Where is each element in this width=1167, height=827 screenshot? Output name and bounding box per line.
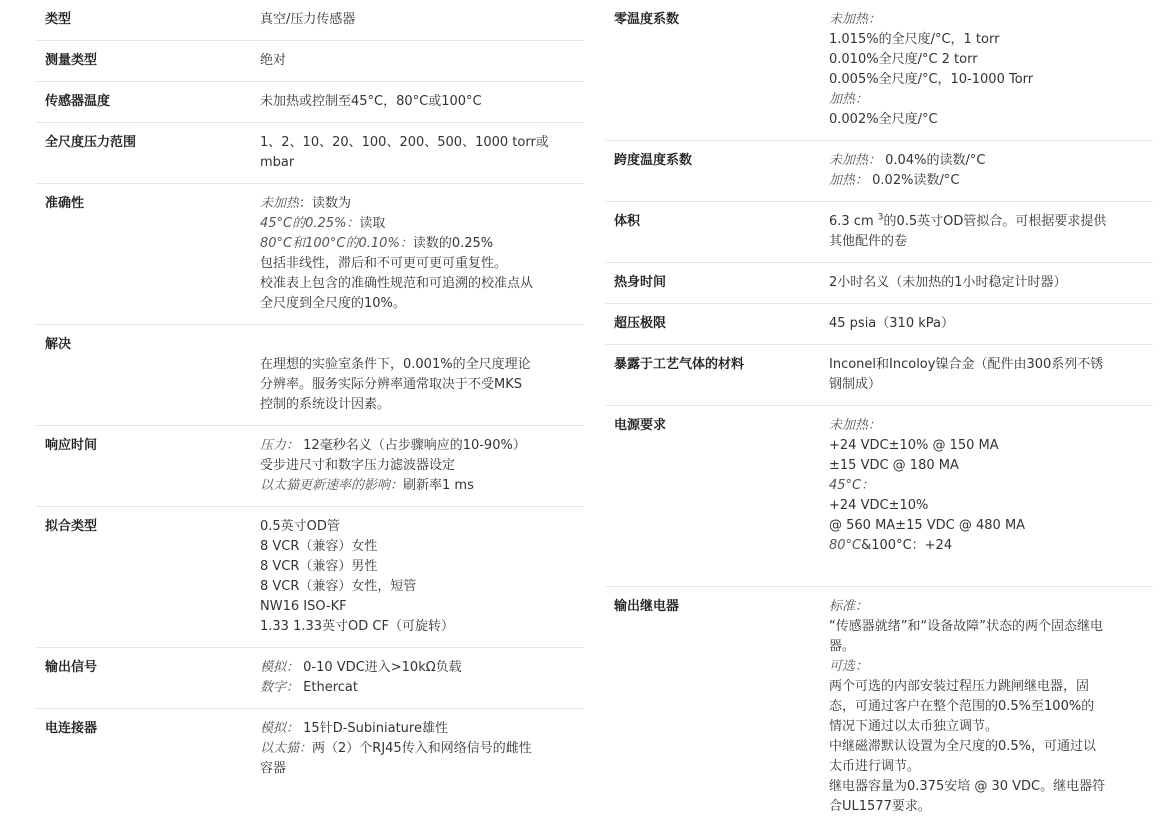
spec-row (36, 82, 584, 123)
spec-value-text: 钢制成） (829, 377, 882, 392)
spec-value-emphasis: 可选： (829, 659, 869, 674)
spec-row (36, 0, 584, 41)
spec-value-text: &100°C：+24 (861, 538, 953, 553)
spec-value-text: 其他配件的卷 (829, 234, 908, 249)
spec-value-line (829, 70, 1149, 90)
spec-value-text: +24 VDC±10% @ 150 MA (829, 438, 999, 453)
spec-value-line (260, 436, 580, 456)
spec-value-line (829, 536, 1149, 556)
spec-value-line (829, 637, 1149, 657)
spec-value-text: Inconel和Incoloy镍合金（配件由300系列不锈 (829, 357, 1104, 372)
spec-value-text: 态，可通过客户在整个范围的0.5%至100%的 (829, 699, 1095, 714)
spec-value-text: 0.5英寸OD管 (260, 519, 340, 534)
spec-value (829, 10, 1153, 130)
spec-value-line (260, 719, 580, 739)
spec-value-line (260, 517, 580, 537)
spec-value-line (829, 273, 1149, 293)
spec-value-line (829, 110, 1149, 130)
spec-row (605, 0, 1153, 141)
spec-value-emphasis: 45°C的0.25%： (260, 216, 360, 231)
spec-value-text: 真空/压力传感器 (260, 12, 356, 27)
spec-value (829, 416, 1153, 576)
spec-value (260, 10, 584, 30)
spec-value-emphasis: 45°C： (829, 478, 875, 493)
spec-value-text: 8 VCR（兼容）男性 (260, 559, 378, 574)
spec-value-line (829, 50, 1149, 70)
spec-row (36, 325, 584, 426)
spec-value-text: 45 psia（310 kPa） (829, 316, 954, 331)
spec-value-text: mbar (260, 155, 295, 170)
spec-value-text: 合UL1577要求。 (829, 799, 931, 814)
spec-value-text: 情况下通过以太币独立调节。 (829, 719, 999, 734)
spec-value-emphasis: 80°C (829, 538, 862, 553)
spec-label: 类型 (45, 12, 72, 27)
spec-value (260, 92, 584, 112)
spec-value-emphasis: 以太猫更新速率的影响： (260, 478, 404, 493)
spec-value-text: 0.005%全尺度/°C，10-1000 Torr (829, 72, 1034, 87)
spec-label: 零温度系数 (614, 12, 680, 27)
spec-value-line (260, 51, 580, 71)
spec-value-text: 在理想的实验室条件下，0.001%的全尺度理论 (260, 357, 531, 372)
spec-value-line (260, 335, 580, 355)
spec-value (260, 658, 584, 698)
spec-label: 解决 (45, 337, 72, 352)
spec-value-text: 的0.5英寸OD管拟合。可根据要求提供 (883, 214, 1107, 229)
spec-label: 全尺度压力范围 (45, 135, 137, 150)
spec-row (36, 123, 584, 184)
spec-value-emphasis: 加热： (829, 92, 869, 107)
spec-value-line (260, 597, 580, 617)
spec-value-line (260, 214, 580, 234)
spec-value-line (829, 436, 1149, 456)
spec-value-text: 8 VCR（兼容）女性 (260, 539, 378, 554)
spec-value-text: 受步进尺寸和数字压力滤波器设定 (260, 458, 456, 473)
spec-label: 输出继电器 (614, 599, 680, 614)
spec-value-text: 1.33 1.33英寸OD CF（可旋转） (260, 619, 454, 634)
spec-value-text: 两个可选的内部安装过程压力跳闸继电器，固 (829, 679, 1090, 694)
spec-value-line (260, 92, 580, 112)
spec-value-line (829, 314, 1149, 334)
spec-value-line (260, 10, 580, 30)
spec-value-line (260, 759, 580, 779)
spec-value-line (829, 597, 1149, 617)
spec-value (829, 151, 1153, 191)
spec-value-text: 容器 (260, 761, 287, 776)
spec-value-line (260, 254, 580, 274)
spec-value-line (829, 355, 1149, 375)
spec-value-line (829, 677, 1149, 697)
spec-value (829, 273, 1153, 293)
spec-value-text: 8 VCR（兼容）女性，短管 (260, 579, 417, 594)
spec-label: 体积 (614, 214, 641, 229)
spec-value-emphasis: 模拟： (260, 660, 300, 675)
spec-value-text: ±15 VDC @ 180 MA (829, 458, 959, 473)
spec-value-emphasis: 压力： (260, 438, 300, 453)
spec-value-text: 分辨率。服务实际分辨率通常取决于不受MKS (260, 377, 522, 392)
spec-value-text: 2小时名义（未加热的1小时稳定计时器） (829, 275, 1067, 290)
spec-row (36, 709, 584, 789)
spec-value-line (260, 133, 580, 153)
spec-value-emphasis: 未加热： (829, 418, 882, 433)
spec-value-text: “传感器就绪”和“设备故障”状态的两个固态继电 (829, 619, 1103, 634)
spec-value-line (829, 456, 1149, 476)
spec-row (36, 184, 584, 325)
spec-value-emphasis: 加热： (829, 173, 869, 188)
spec-row (605, 202, 1153, 263)
spec-value-text: 0.010%全尺度/°C 2 torr (829, 52, 978, 67)
spec-row (36, 648, 584, 709)
spec-value (829, 597, 1153, 817)
spec-label: 电连接器 (45, 721, 98, 736)
spec-label: 暴露于工艺气体的材料 (614, 357, 745, 372)
spec-row (36, 41, 584, 82)
spec-value-emphasis: 模拟： (260, 721, 300, 736)
spec-value-text: ：读数为 (299, 196, 352, 211)
spec-value-text: @ 560 MA±15 VDC @ 480 MA (829, 518, 1026, 533)
spec-value-text: 控制的系统设计因素。 (260, 397, 391, 412)
spec-value-text: 包括非线性，滞后和不可更可更可重复性。 (260, 256, 508, 271)
spec-value-text: 15针D-Subiniature雄性 (299, 721, 448, 736)
spec-value-line (829, 10, 1149, 30)
spec-row (36, 507, 584, 648)
spec-row (605, 345, 1153, 406)
spec-value-line (260, 274, 580, 294)
spec-value-line (260, 456, 580, 476)
spec-value-line (829, 476, 1149, 496)
spec-row (605, 304, 1153, 345)
spec-label: 拟合类型 (45, 519, 98, 534)
spec-value-text: 0.04%的读数/°C (881, 153, 986, 168)
spec-value-text: 刷新率1 ms (403, 478, 474, 493)
spec-value-text: Ethercat (299, 680, 358, 695)
spec-value (260, 133, 584, 173)
spec-value-emphasis: 80°C和100°C的0.10%： (260, 236, 413, 251)
spec-value (260, 194, 584, 314)
spec-value (260, 517, 584, 637)
spec-label: 传感器温度 (45, 94, 111, 109)
spec-value-line (829, 416, 1149, 436)
spec-value-line (260, 375, 580, 395)
spec-row (605, 141, 1153, 202)
spec-value-text: 12毫秒名义（占步骤响应的10-90%） (299, 438, 526, 453)
spec-value-line (829, 617, 1149, 637)
spec-value-text: 0-10 VDC进入>10kΩ负载 (299, 660, 462, 675)
spec-value-text: 全尺度到全尺度的10%。 (260, 296, 406, 311)
spec-value-text: +24 VDC±10% (829, 498, 929, 513)
spec-value-emphasis: 数字： (260, 680, 300, 695)
spec-value-text: 0.02%读数/°C (868, 173, 960, 188)
spec-table-right (605, 0, 1153, 827)
spec-value (260, 436, 584, 496)
spec-table-left (36, 0, 584, 789)
spec-value-text: 太币进行调节。 (829, 759, 921, 774)
spec-value-emphasis: 未加热： (829, 153, 882, 168)
spec-row (36, 426, 584, 507)
spec-value (260, 335, 584, 415)
spec-value-line (260, 355, 580, 375)
spec-value-text: 绝对 (260, 53, 287, 68)
spec-value-line (829, 516, 1149, 536)
spec-label: 输出信号 (45, 660, 98, 675)
spec-value-line (260, 658, 580, 678)
spec-value-line (260, 294, 580, 314)
spec-value (829, 314, 1153, 334)
spec-value-text: 继电器容量为0.375安培 @ 30 VDC。继电器符 (829, 779, 1106, 794)
spec-label: 超压极限 (614, 316, 667, 331)
spec-value-line (829, 171, 1149, 191)
spec-value-line (829, 232, 1149, 252)
spec-value-line (829, 737, 1149, 757)
spec-value-emphasis: 未加热 (260, 196, 300, 211)
spec-row (605, 587, 1153, 827)
spec-value-line (829, 30, 1149, 50)
spec-value-line (829, 90, 1149, 110)
spec-value-emphasis: 未加热： (829, 12, 882, 27)
spec-value-text: 器。 (829, 639, 856, 654)
spec-value-emphasis: 以太猫： (260, 741, 313, 756)
spec-row (605, 406, 1153, 587)
spec-value-text: 两（2）个RJ45传入和网络信号的雌性 (312, 741, 532, 756)
spec-value-line (829, 212, 1149, 232)
spec-value-line (260, 577, 580, 597)
spec-value-line (829, 375, 1149, 395)
spec-value-text: 读数的0.25% (412, 236, 494, 251)
spec-value-text: 0.002%全尺度/°C (829, 112, 938, 127)
spec-value-line (260, 194, 580, 214)
spec-label: 跨度温度系数 (614, 153, 693, 168)
spec-value-line (260, 476, 580, 496)
spec-value-line (829, 757, 1149, 777)
spec-value-text: 校准表上包含的准确性规范和可追溯的校准点从 (260, 276, 534, 291)
spec-value-line (829, 151, 1149, 171)
spec-value-line (260, 153, 580, 173)
spec-value-emphasis: 标准： (829, 599, 869, 614)
spec-label: 测量类型 (45, 53, 98, 68)
spec-label: 电源要求 (614, 418, 667, 433)
spec-value (260, 51, 584, 71)
spec-value-text: 1、2、10、20、100、200、500、1000 torr或 (260, 135, 549, 150)
spec-value (829, 355, 1153, 395)
spec-value-line (260, 557, 580, 577)
spec-value-text: 3 (877, 212, 884, 223)
spec-value-text: NW16 ISO-KF (260, 599, 347, 614)
spec-value-text: 1.015%的全尺度/°C，1 torr (829, 32, 1000, 47)
spec-value-line (260, 395, 580, 415)
spec-value-line (829, 556, 1149, 576)
spec-value-text: 读取 (359, 216, 386, 231)
spec-value-line (829, 496, 1149, 516)
spec-label: 准确性 (45, 196, 85, 211)
spec-value-line (260, 234, 580, 254)
spec-value-line (829, 697, 1149, 717)
spec-label: 响应时间 (45, 438, 98, 453)
spec-row (605, 263, 1153, 304)
spec-value-text: 6.3 cm (829, 214, 878, 229)
spec-value-text: 中继磁滞默认设置为全尺度的0.5%，可通过以 (829, 739, 1097, 754)
spec-value-line (260, 617, 580, 637)
spec-value-line (829, 657, 1149, 677)
spec-value (829, 212, 1153, 252)
spec-value-line (829, 797, 1149, 817)
spec-label: 热身时间 (614, 275, 667, 290)
spec-value-text: 未加热或控制至45°C，80°C或100°C (260, 94, 482, 109)
spec-value-line (829, 717, 1149, 737)
spec-value-line (260, 739, 580, 759)
spec-value-line (260, 537, 580, 557)
spec-value-line (260, 678, 580, 698)
spec-value (260, 719, 584, 779)
spec-value-line (829, 777, 1149, 797)
